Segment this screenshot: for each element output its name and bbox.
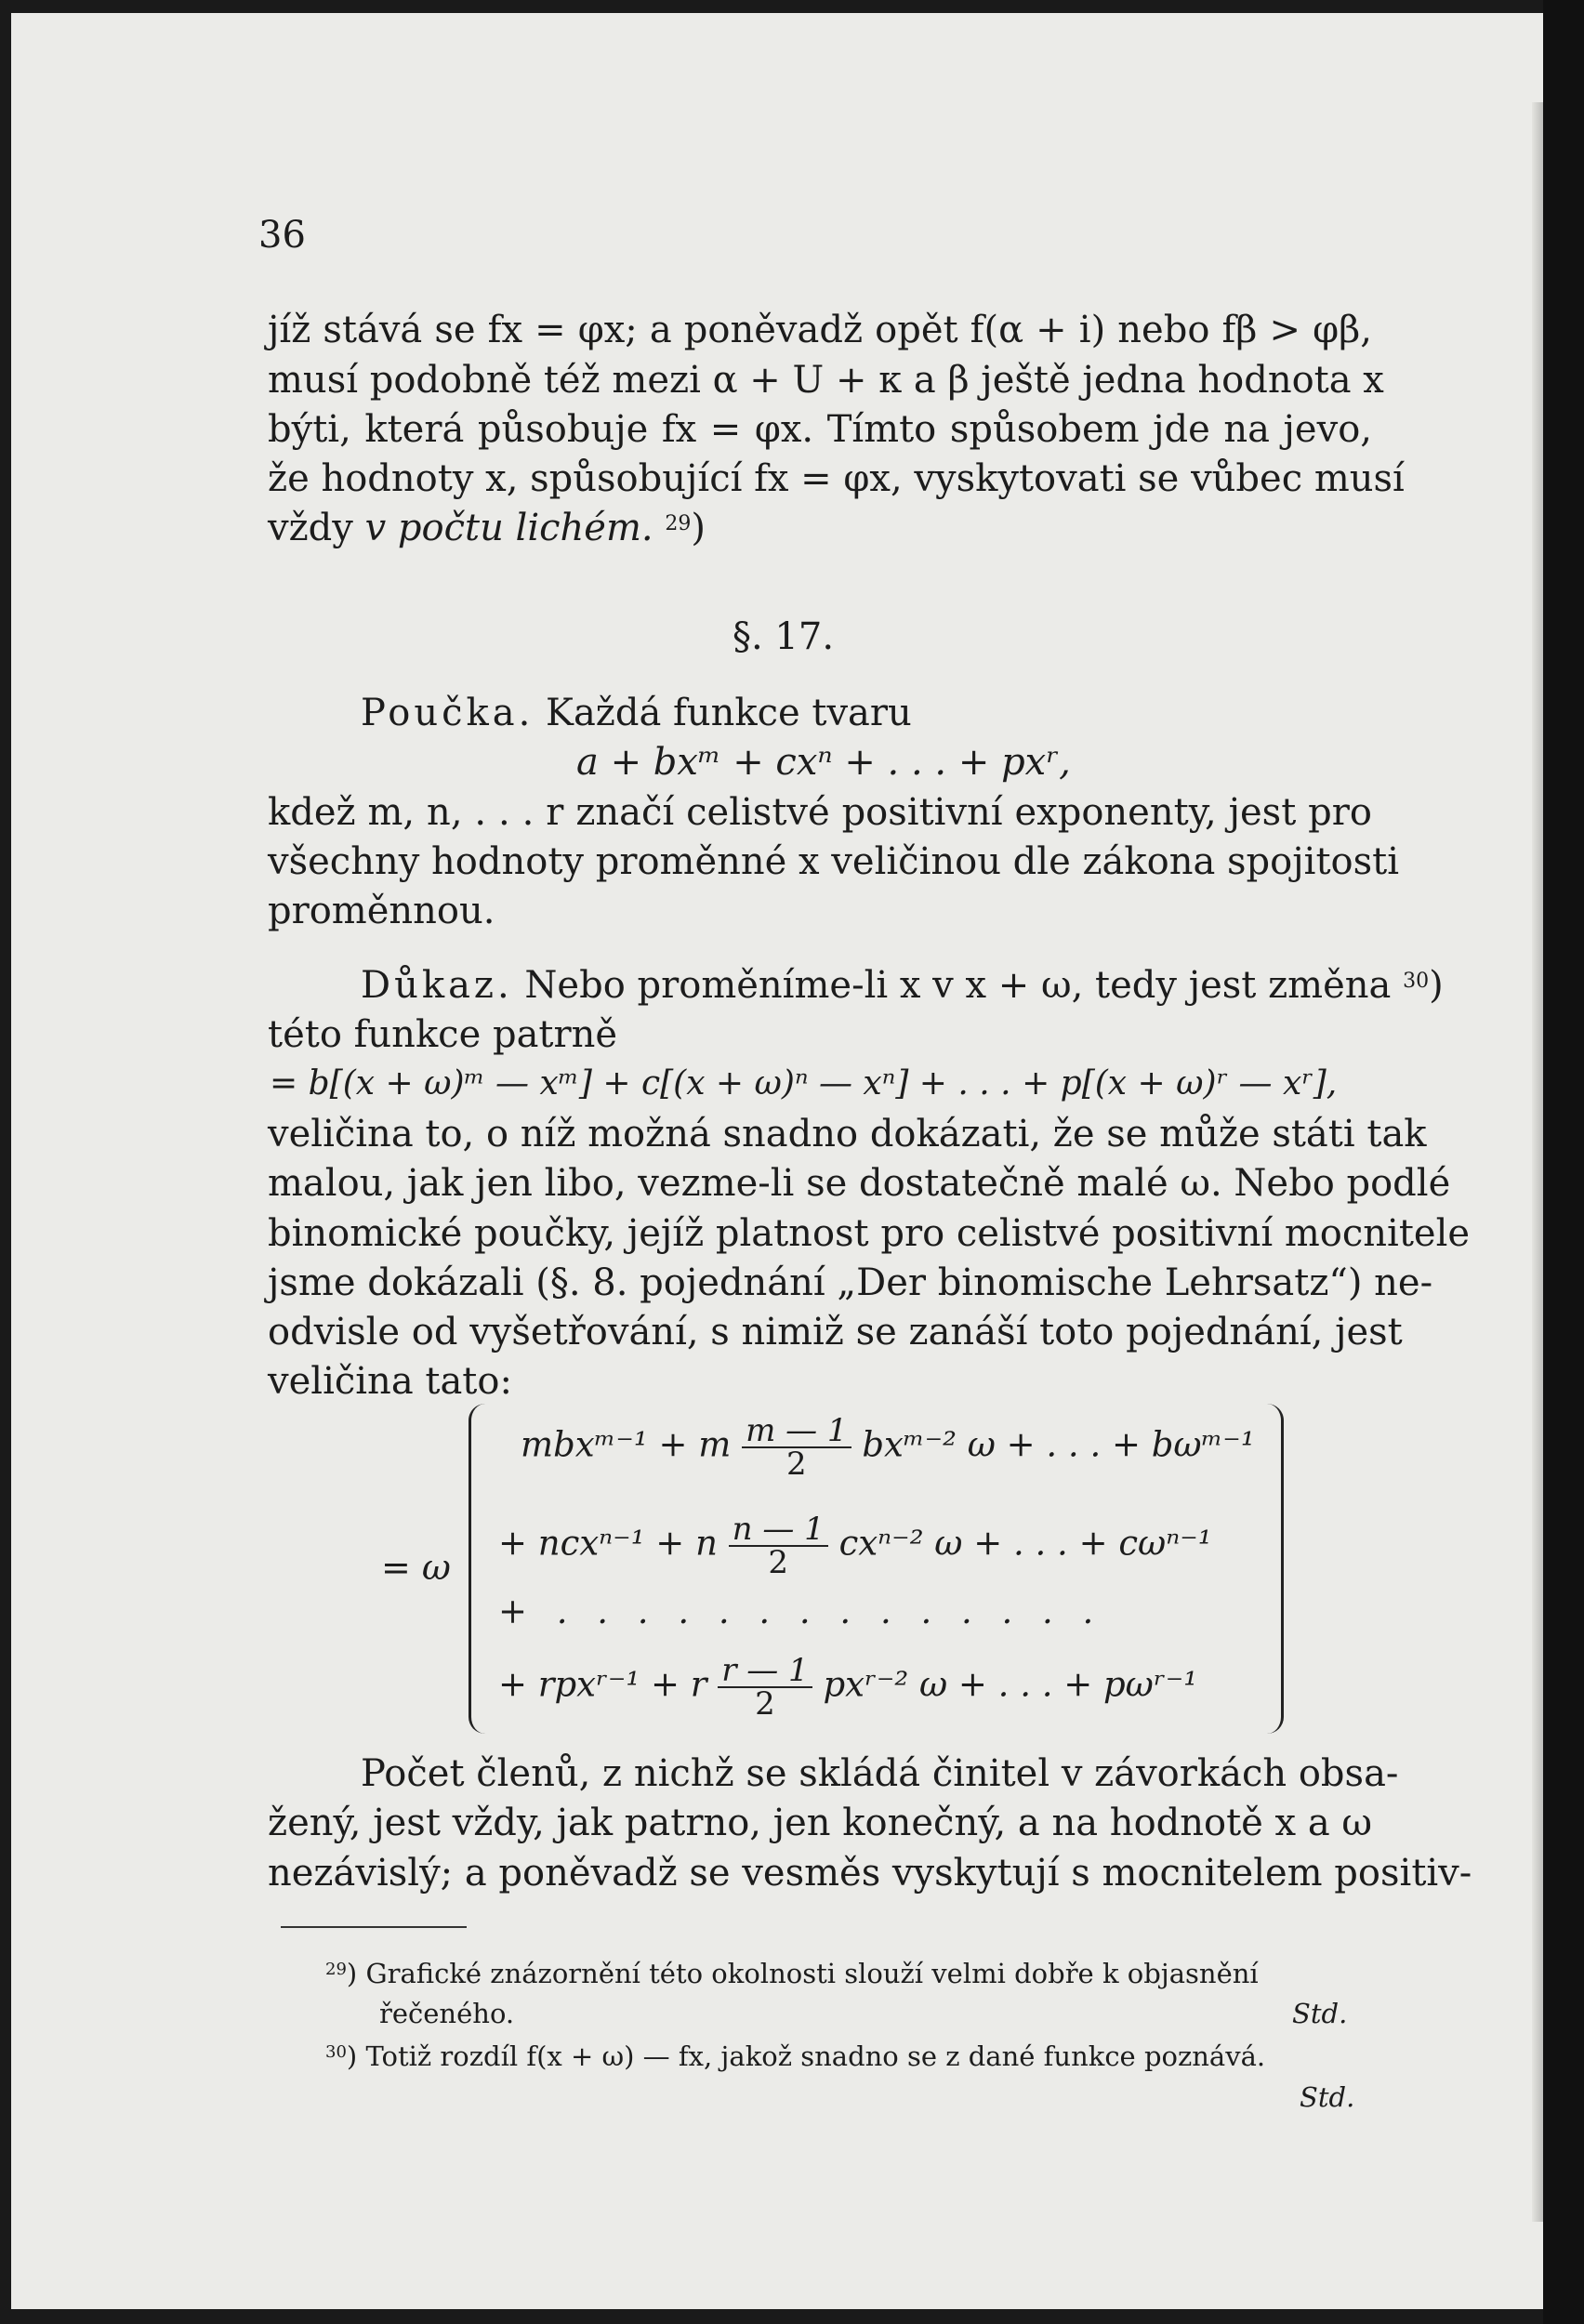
proof-intro: Důkaz. Nebo proměníme-li x v x + ω, tedy jest změna $^{30}$)	[361, 964, 1444, 1007]
page-number: 36	[258, 214, 306, 257]
text-line: všechny hodnoty proměnné x veličinou dle zákona spojitosti	[268, 840, 1399, 883]
matrix-term: pxʳ⁻² ω + . . . + pωʳ⁻¹	[823, 1664, 1198, 1705]
text-line: proměnnou.	[268, 890, 495, 932]
theorem-text: Každá funkce tvaru	[534, 692, 912, 734]
text-line: jsme dokázali (§. 8. pojednání „Der binomische Lehrsatz“) ne-	[268, 1261, 1433, 1304]
proof-label: Důkaz.	[361, 964, 513, 1007]
text-line: malou, jak jen libo, vezme-li se dostatečně malé ω. Nebo podlé	[268, 1162, 1451, 1205]
text-segment: vždy	[268, 507, 365, 549]
numerator: m — 1	[742, 1415, 851, 1448]
matrix-row	[498, 1511, 1212, 1581]
matrix-row	[498, 1652, 1198, 1723]
theorem-formula: a + bxᵐ + cxⁿ + . . . + pxʳ,	[576, 741, 1071, 784]
footnote	[325, 1955, 1259, 1992]
text-line: vždy v počtu lichém. $^{29}$)	[268, 507, 706, 549]
matrix-term: mbxᵐ⁻¹ + m	[521, 1424, 732, 1465]
matrix-term: bxᵐ⁻² ω + . . . + bωᵐ⁻¹	[862, 1424, 1255, 1465]
right-brace	[1262, 1404, 1284, 1734]
theorem-intro	[361, 690, 912, 736]
matrix-prefix: = ω	[381, 1547, 451, 1588]
text-line: Počet členů, z nichž se skládá činitel v závorkách obsa-	[361, 1752, 1399, 1795]
text-line: žený, jest vždy, jak patrno, jen konečný, a na hodnotě x a ω	[268, 1802, 1373, 1844]
proof-text: Nebo proměníme-li x v x + ω, tedy jest změna	[512, 964, 1392, 1007]
text-line: jíž stává se fx = φx; a poněvadž opět f(α + i) nebo fβ > φβ,	[268, 309, 1372, 351]
footnote-mark: 29	[325, 1960, 347, 1979]
text-line: kdež m, n, . . . r značí celistvé positivní exponenty, jest pro	[268, 791, 1372, 834]
matrix-term: cxⁿ⁻² ω + . . . + cωⁿ⁻¹	[838, 1523, 1212, 1564]
footnote-continuation: řečeného.	[379, 1998, 515, 2029]
denominator: 2	[755, 1685, 775, 1723]
proof-formula: = b[(x + ω)ᵐ — xᵐ] + c[(x + ω)ⁿ — xⁿ] + . . . + p[(x + ω)ʳ — xʳ],	[270, 1064, 1338, 1103]
denominator: 2	[786, 1446, 807, 1483]
text-line: binomické poučky, jejíž platnost pro celistvé positivní mocnitele	[268, 1212, 1471, 1255]
footnote-signature: Std.	[1300, 2081, 1355, 2113]
text-line: nezávislý; a poněvadž se vesměs vyskytují s mocnitelem positiv-	[268, 1852, 1472, 1895]
footnote-mark: 30	[325, 2042, 347, 2062]
text-line: odvisle od vyšetřování, s nimiž se zanáší toto pojednání, jest	[268, 1311, 1403, 1353]
theorem-label: Poučka.	[361, 692, 535, 734]
text-line: této funkce patrně	[268, 1013, 618, 1056]
matrix-row: + . . . . . . . . . . . . . .	[498, 1591, 1103, 1631]
matrix-row	[521, 1412, 1255, 1483]
text-line: musí podobně též mezi α + U + κ a β ještě jedna hodnota x	[268, 359, 1384, 402]
left-brace	[469, 1404, 490, 1734]
footnote-signature: Std.	[1292, 1998, 1348, 2029]
footnote	[325, 2038, 1265, 2075]
section-heading: §. 17.	[733, 615, 835, 658]
footnote-ref[interactable]: 29	[665, 512, 692, 535]
emphasis: v počtu lichém.	[364, 507, 653, 549]
fraction	[729, 1511, 828, 1581]
text-line: veličina tato:	[268, 1360, 512, 1403]
matrix-term: + ncxⁿ⁻¹ + n	[498, 1523, 718, 1564]
matrix-term: + rpxʳ⁻¹ + r	[498, 1664, 707, 1705]
numerator: r — 1	[718, 1655, 812, 1688]
footnote-ref[interactable]: 30	[1403, 970, 1430, 993]
denominator: 2	[768, 1544, 789, 1581]
footnote-text: ) Grafické znázornění této okolnosti slouží velmi dobře k objasnění	[346, 1958, 1259, 1989]
footnote-separator	[281, 1926, 467, 1928]
text-line: že hodnoty x, spůsobující fx = φx, vyskytovati se vůbec musí	[268, 457, 1405, 500]
footnote-text: ) Totiž rozdíl f(x + ω) — fx, jakož snadno se z dané funkce poznává.	[346, 2040, 1266, 2072]
book-spine	[1543, 0, 1584, 2324]
numerator: n — 1	[729, 1513, 828, 1547]
fraction	[718, 1652, 812, 1723]
text-line: býti, která působuje fx = φx. Tímto spůsobem jde na jevo,	[268, 408, 1372, 451]
text-line: veličina to, o níž možná snadno dokázati, že se může státi tak	[268, 1113, 1427, 1155]
fraction	[742, 1412, 851, 1483]
